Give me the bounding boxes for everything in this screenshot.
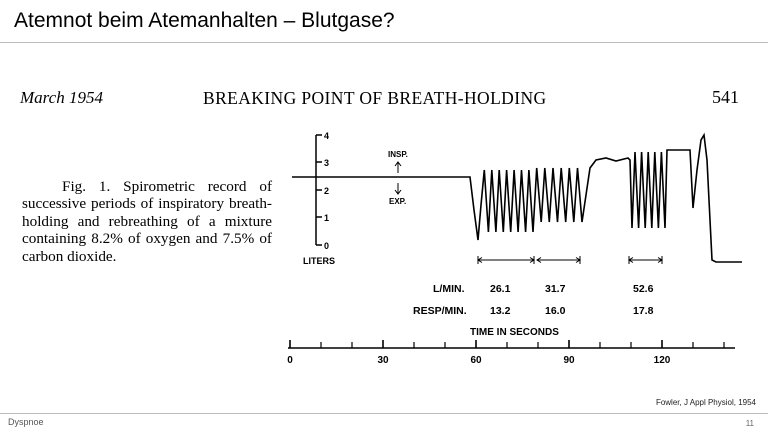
time-tick-90: 90 <box>563 355 575 366</box>
time-axis-ticks <box>290 340 724 348</box>
paper-page-number: 541 <box>712 87 739 107</box>
exp-label: EXP. <box>389 197 407 206</box>
paper-date: March 1954 <box>20 88 103 107</box>
interval-markers <box>478 256 662 264</box>
time-tick-120: 120 <box>653 355 671 366</box>
slide-title: Atemnot beim Atemanhalten – Blutgase? <box>14 9 395 32</box>
lmin-value-2: 31.7 <box>545 283 566 295</box>
insp-label: INSP. <box>388 150 408 159</box>
time-tick-30: 30 <box>377 355 389 366</box>
footer-divider <box>0 413 768 414</box>
lmin-row-label: L/MIN. <box>433 283 465 295</box>
y-axis-ticks <box>316 135 322 245</box>
y-tick-2: 2 <box>324 186 330 196</box>
resp-value-1: 13.2 <box>490 305 511 317</box>
y-tick-0: 0 <box>324 241 330 251</box>
y-axis-unit-label: LITERS <box>303 256 336 266</box>
resp-row-label: RESP/MIN. <box>413 305 467 317</box>
time-tick-0: 0 <box>287 355 293 366</box>
footer-section-label: Dyspnoe <box>8 417 44 427</box>
time-axis-title: TIME IN SECONDS <box>470 327 559 338</box>
figure-caption-lead: Fig. 1. <box>62 178 111 195</box>
figure-source-credit: Fowler, J Appl Physiol, 1954 <box>655 398 756 407</box>
slide-number: 11 <box>745 419 754 428</box>
paper-title: BREAKING POINT OF BREATH-HOLDING <box>203 88 547 108</box>
y-tick-4: 4 <box>324 131 330 141</box>
y-tick-1: 1 <box>324 213 330 223</box>
y-tick-3: 3 <box>324 158 330 168</box>
figure-caption-body: Spirometric record of successive periods of inspiratory breath-holding and rebreathing of a mixture containing 8.2% of oxygen and 7.5% of carbon dioxide. <box>22 178 273 265</box>
time-tick-60: 60 <box>470 355 482 366</box>
resp-value-3: 17.8 <box>633 305 654 317</box>
lmin-value-1: 26.1 <box>490 283 511 295</box>
resp-value-2: 16.0 <box>545 305 566 317</box>
lmin-value-3: 52.6 <box>633 283 654 295</box>
spirogram-trace <box>292 135 742 262</box>
